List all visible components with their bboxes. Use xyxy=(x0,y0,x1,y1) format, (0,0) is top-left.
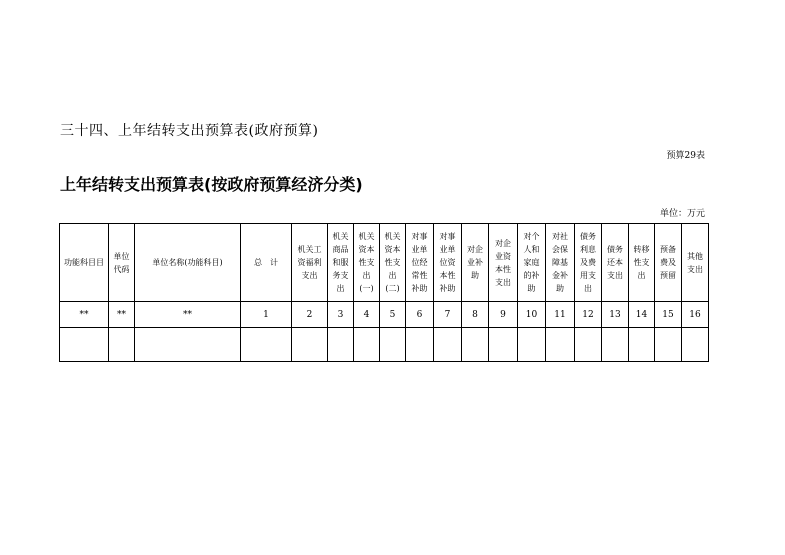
header-cell-label: 机关商品和服务支出 xyxy=(332,232,349,293)
empty-cell xyxy=(292,328,328,362)
header-row xyxy=(60,224,709,302)
column-number-cell: 13 xyxy=(602,302,629,328)
column-number-cell: 16 xyxy=(682,302,709,328)
empty-cell xyxy=(109,328,135,362)
header-cell-label: 对事业单位资本性补助 xyxy=(439,232,456,293)
column-number-cell: 15 xyxy=(655,302,682,328)
column-number-cell: 14 xyxy=(629,302,655,328)
column-number-cell: 9 xyxy=(489,302,518,328)
unit-label: 单位：万元 xyxy=(659,209,705,219)
empty-cell xyxy=(462,328,489,362)
header-cell-label: 机关资本性支出(二) xyxy=(384,232,401,293)
column-number-cell: 12 xyxy=(575,302,602,328)
budget-table xyxy=(59,223,709,362)
column-number-cell: 4 xyxy=(354,302,380,328)
empty-cell xyxy=(241,328,292,362)
header-cell xyxy=(489,224,518,302)
empty-cell xyxy=(602,328,629,362)
empty-cell xyxy=(135,328,241,362)
section-heading: 三十四、上年结转支出预算表(政府预算) xyxy=(60,123,319,139)
empty-cell xyxy=(518,328,546,362)
column-number-cell: 5 xyxy=(380,302,406,328)
column-number-cell: 2 xyxy=(292,302,328,328)
column-number-row xyxy=(60,302,709,328)
header-cell xyxy=(462,224,489,302)
header-cell xyxy=(380,224,406,302)
header-cell xyxy=(682,224,709,302)
empty-cell xyxy=(380,328,406,362)
column-number-cell: 1 xyxy=(241,302,292,328)
column-number-cell: 3 xyxy=(328,302,354,328)
header-cell xyxy=(629,224,655,302)
header-cell: 总 计 xyxy=(241,224,292,302)
header-cell-label: 其他支出 xyxy=(687,251,703,274)
header-cell xyxy=(575,224,602,302)
header-cell xyxy=(655,224,682,302)
empty-cell xyxy=(629,328,655,362)
table-code: 预算29表 xyxy=(666,151,705,161)
header-cell-label: 机关工资福利支出 xyxy=(297,245,322,280)
header-cell-label: 债务利息及费用支出 xyxy=(580,232,596,293)
header-cell xyxy=(518,224,546,302)
column-number-cell: ** xyxy=(109,302,135,328)
header-cell-label: 对个人和家庭的补助 xyxy=(523,232,540,293)
header-cell: 单位名称(功能科目) xyxy=(135,224,241,302)
header-cell xyxy=(434,224,462,302)
empty-data-row xyxy=(60,328,709,362)
empty-cell xyxy=(354,328,380,362)
column-number-cell: 11 xyxy=(546,302,575,328)
header-cell: 功能科目目 xyxy=(60,224,109,302)
empty-cell xyxy=(406,328,434,362)
header-cell-label: 转移性支出 xyxy=(633,245,650,280)
column-number-cell: 10 xyxy=(518,302,546,328)
empty-cell xyxy=(575,328,602,362)
table-title: 上年结转支出预算表(按政府预算经济分类) xyxy=(60,175,363,194)
header-cell xyxy=(354,224,380,302)
header-cell-label: 单位代码 xyxy=(113,251,130,274)
column-number-cell: 6 xyxy=(406,302,434,328)
empty-cell xyxy=(489,328,518,362)
column-number-cell: ** xyxy=(135,302,241,328)
header-cell xyxy=(109,224,135,302)
header-cell xyxy=(328,224,354,302)
empty-cell xyxy=(546,328,575,362)
column-number-cell: ** xyxy=(60,302,109,328)
header-cell-label: 对社会保障基金补助 xyxy=(552,232,568,293)
header-cell xyxy=(602,224,629,302)
empty-cell xyxy=(682,328,709,362)
column-number-cell: 7 xyxy=(434,302,462,328)
empty-cell xyxy=(655,328,682,362)
header-cell-label: 对事业单位经常性补助 xyxy=(411,232,428,293)
empty-cell xyxy=(60,328,109,362)
header-cell-label: 债务还本支出 xyxy=(607,245,623,280)
header-cell xyxy=(406,224,434,302)
header-cell xyxy=(292,224,328,302)
header-cell-label: 机关资本性支出(一) xyxy=(358,232,375,293)
empty-cell xyxy=(434,328,462,362)
header-cell-label: 预备费及预留 xyxy=(660,245,676,280)
empty-cell xyxy=(328,328,354,362)
header-cell-label: 对企业补助 xyxy=(467,245,483,280)
header-cell xyxy=(546,224,575,302)
column-number-cell: 8 xyxy=(462,302,489,328)
header-cell-label: 对企业资本性支出 xyxy=(495,238,511,287)
